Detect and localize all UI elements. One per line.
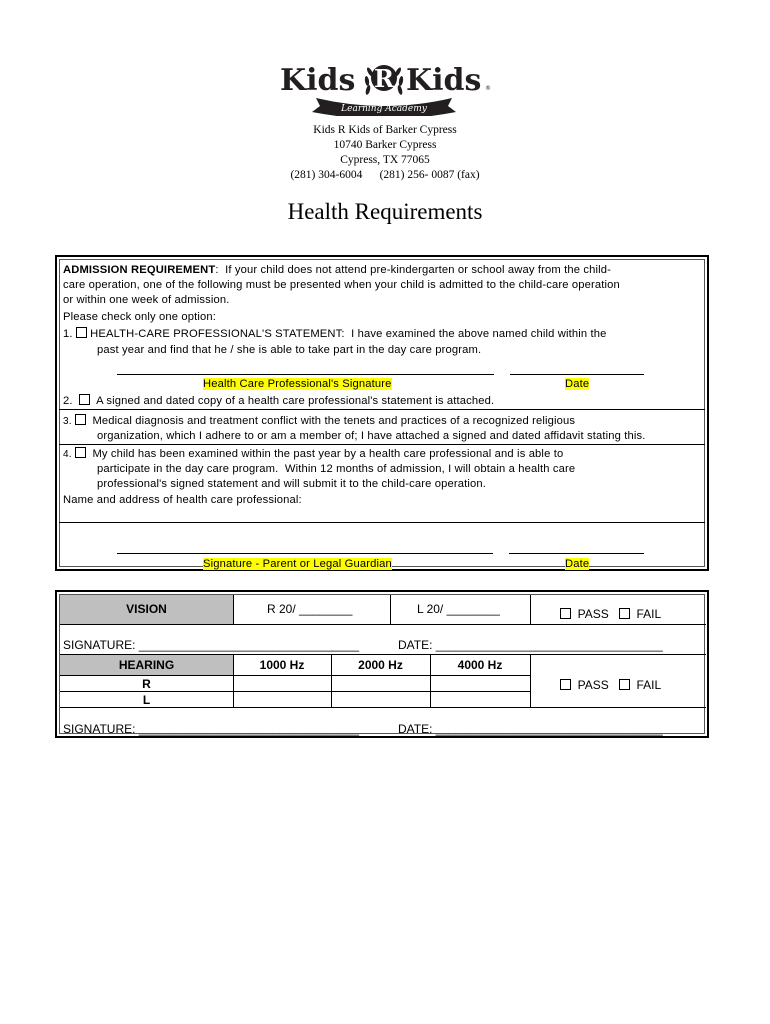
divider — [530, 595, 531, 624]
admission-requirement-box — [55, 255, 709, 571]
vision-signature-field[interactable]: SIGNATURE: _________________________________ — [63, 638, 360, 652]
school-street: 10740 Barker Cypress — [333, 139, 437, 151]
hearing-pass-label: PASS — [577, 678, 609, 692]
hearing-left-ear-label: L — [142, 693, 151, 707]
divider — [331, 654, 332, 707]
school-phones — [0, 168, 770, 183]
option-4-number: 4. — [63, 449, 72, 460]
school-city: Cypress, TX 77065 — [340, 154, 430, 166]
option-4-line-2: participate in the day care program. Within 12 months of admission, I will obtain a health care — [97, 463, 576, 475]
admission-heading: ADMISSION REQUIREMENT — [63, 264, 216, 276]
option-4-line-1: My child has been examined within the past year by a health care professional and is able to — [92, 448, 564, 460]
vision-date-field[interactable]: DATE: __________________________________ — [398, 638, 663, 652]
parent-date-label — [565, 557, 589, 571]
hearing-result-row — [560, 678, 661, 692]
parent-signature-label-text: Signature - Parent or Legal Guardian — [203, 558, 392, 570]
admission-intro-line-2: care operation, one of the following must be presented when your child is admitted to the child-care operation — [63, 279, 620, 291]
option-1-row — [63, 327, 607, 341]
divider — [430, 654, 431, 707]
option-2-number: 2. — [63, 395, 73, 407]
school-phone: (281) 304-6004 — [290, 169, 363, 181]
school-name: Kids R Kids of Barker Cypress — [313, 124, 457, 136]
option-2-text: A signed and dated copy of a health care professional's statement is attached. — [96, 395, 495, 407]
check-instruction: Please check only one option: — [63, 311, 216, 323]
vision-hearing-screening-box — [55, 590, 709, 738]
option-4-row — [63, 447, 563, 462]
option-3-checkbox[interactable] — [75, 414, 86, 425]
divider — [530, 654, 531, 707]
option-3-line-1: Medical diagnosis and treatment conflict with the tenets and practices of a recognized religious — [92, 415, 576, 427]
hcp-date-label-text: Date — [565, 378, 590, 390]
option-3-number: 3. — [63, 416, 72, 427]
divider — [233, 654, 234, 707]
option-4-checkbox[interactable] — [75, 447, 86, 458]
vision-result-row — [560, 607, 661, 621]
freq-2000-header: 2000 Hz — [358, 658, 403, 672]
option-1-number: 1. — [63, 328, 73, 340]
parent-signature-label — [203, 557, 392, 571]
hearing-date-field[interactable]: DATE: __________________________________ — [398, 722, 663, 736]
logo-r-letter: R — [374, 64, 394, 93]
hcp-signature-label-text: Health Care Professional's Signature — [203, 378, 392, 390]
freq-4000-header-text: 4000 Hz — [457, 658, 503, 672]
hearing-pass-checkbox[interactable] — [560, 679, 571, 690]
divider — [60, 675, 530, 676]
divider — [390, 595, 391, 624]
hcp-name-address-label: Name and address of health care professional: — [63, 494, 302, 506]
vision-pass-checkbox[interactable] — [560, 608, 571, 619]
hcp-name-address-field[interactable] — [59, 522, 705, 523]
school-address-block — [0, 123, 770, 183]
option-2-row — [63, 394, 494, 408]
admission-intro-line-3: or within one week of admission. — [63, 294, 230, 306]
parent-date-line[interactable] — [509, 553, 644, 554]
logo-tagline: Learning Academy — [341, 104, 427, 114]
hcp-date-line[interactable] — [510, 374, 644, 375]
admission-intro-text-1: : If your child does not attend pre-kindergarten or school away from the child- — [215, 264, 612, 276]
logo-kids-left: Kids — [280, 63, 356, 98]
vision-right-eye-field[interactable]: R 20/ ________ — [267, 602, 353, 616]
school-fax: (281) 256- 0087 (fax) — [379, 169, 480, 181]
parent-signature-line[interactable] — [117, 553, 493, 554]
hcp-date-label — [565, 377, 589, 391]
divider — [60, 707, 706, 708]
option-2-checkbox[interactable] — [79, 394, 90, 405]
page-title: Health Requirements — [287, 199, 483, 224]
vision-fail-checkbox[interactable] — [619, 608, 630, 619]
vision-left-eye-field[interactable]: L 20/ ________ — [417, 602, 500, 616]
option-4-line-3: professional's signed statement and will submit it to the child-care operation. — [97, 478, 486, 490]
hearing-fail-checkbox[interactable] — [619, 679, 630, 690]
hcp-signature-label — [203, 377, 392, 391]
option-1-line-1: HEALTH-CARE PROFESSIONAL'S STATEMENT: I have examined the above named child within the — [90, 328, 607, 340]
divider — [60, 691, 530, 692]
parent-date-label-text: Date — [565, 558, 590, 570]
divider — [233, 595, 234, 624]
logo-kids-right: Kids — [406, 63, 482, 98]
divider — [60, 624, 706, 625]
logo-registered: ® — [485, 85, 491, 92]
vision-label: VISION — [126, 602, 167, 616]
vision-pass-label: PASS — [577, 607, 609, 621]
hearing-label: HEARING — [118, 658, 175, 672]
option-1-line-2: past year and find that he / she is able to take part in the day care program. — [97, 344, 482, 356]
hearing-fail-label: FAIL — [636, 678, 662, 692]
vision-fail-label: FAIL — [636, 607, 662, 621]
option-3-row — [63, 414, 575, 429]
option-3-line-2: organization, which I adhere to or am a member of; I have attached a signed and dated affidavit stating this. — [97, 430, 646, 442]
divider — [59, 409, 705, 410]
divider — [59, 444, 705, 445]
kids-r-kids-logo — [276, 54, 492, 116]
admission-intro-line-1 — [63, 263, 611, 277]
freq-1000-header: 1000 Hz — [259, 658, 305, 672]
hcp-signature-line[interactable] — [117, 374, 494, 375]
hearing-right-ear-label: R — [142, 677, 151, 691]
hearing-signature-field[interactable]: SIGNATURE: _________________________________ — [63, 722, 360, 736]
option-1-checkbox[interactable] — [76, 327, 87, 338]
